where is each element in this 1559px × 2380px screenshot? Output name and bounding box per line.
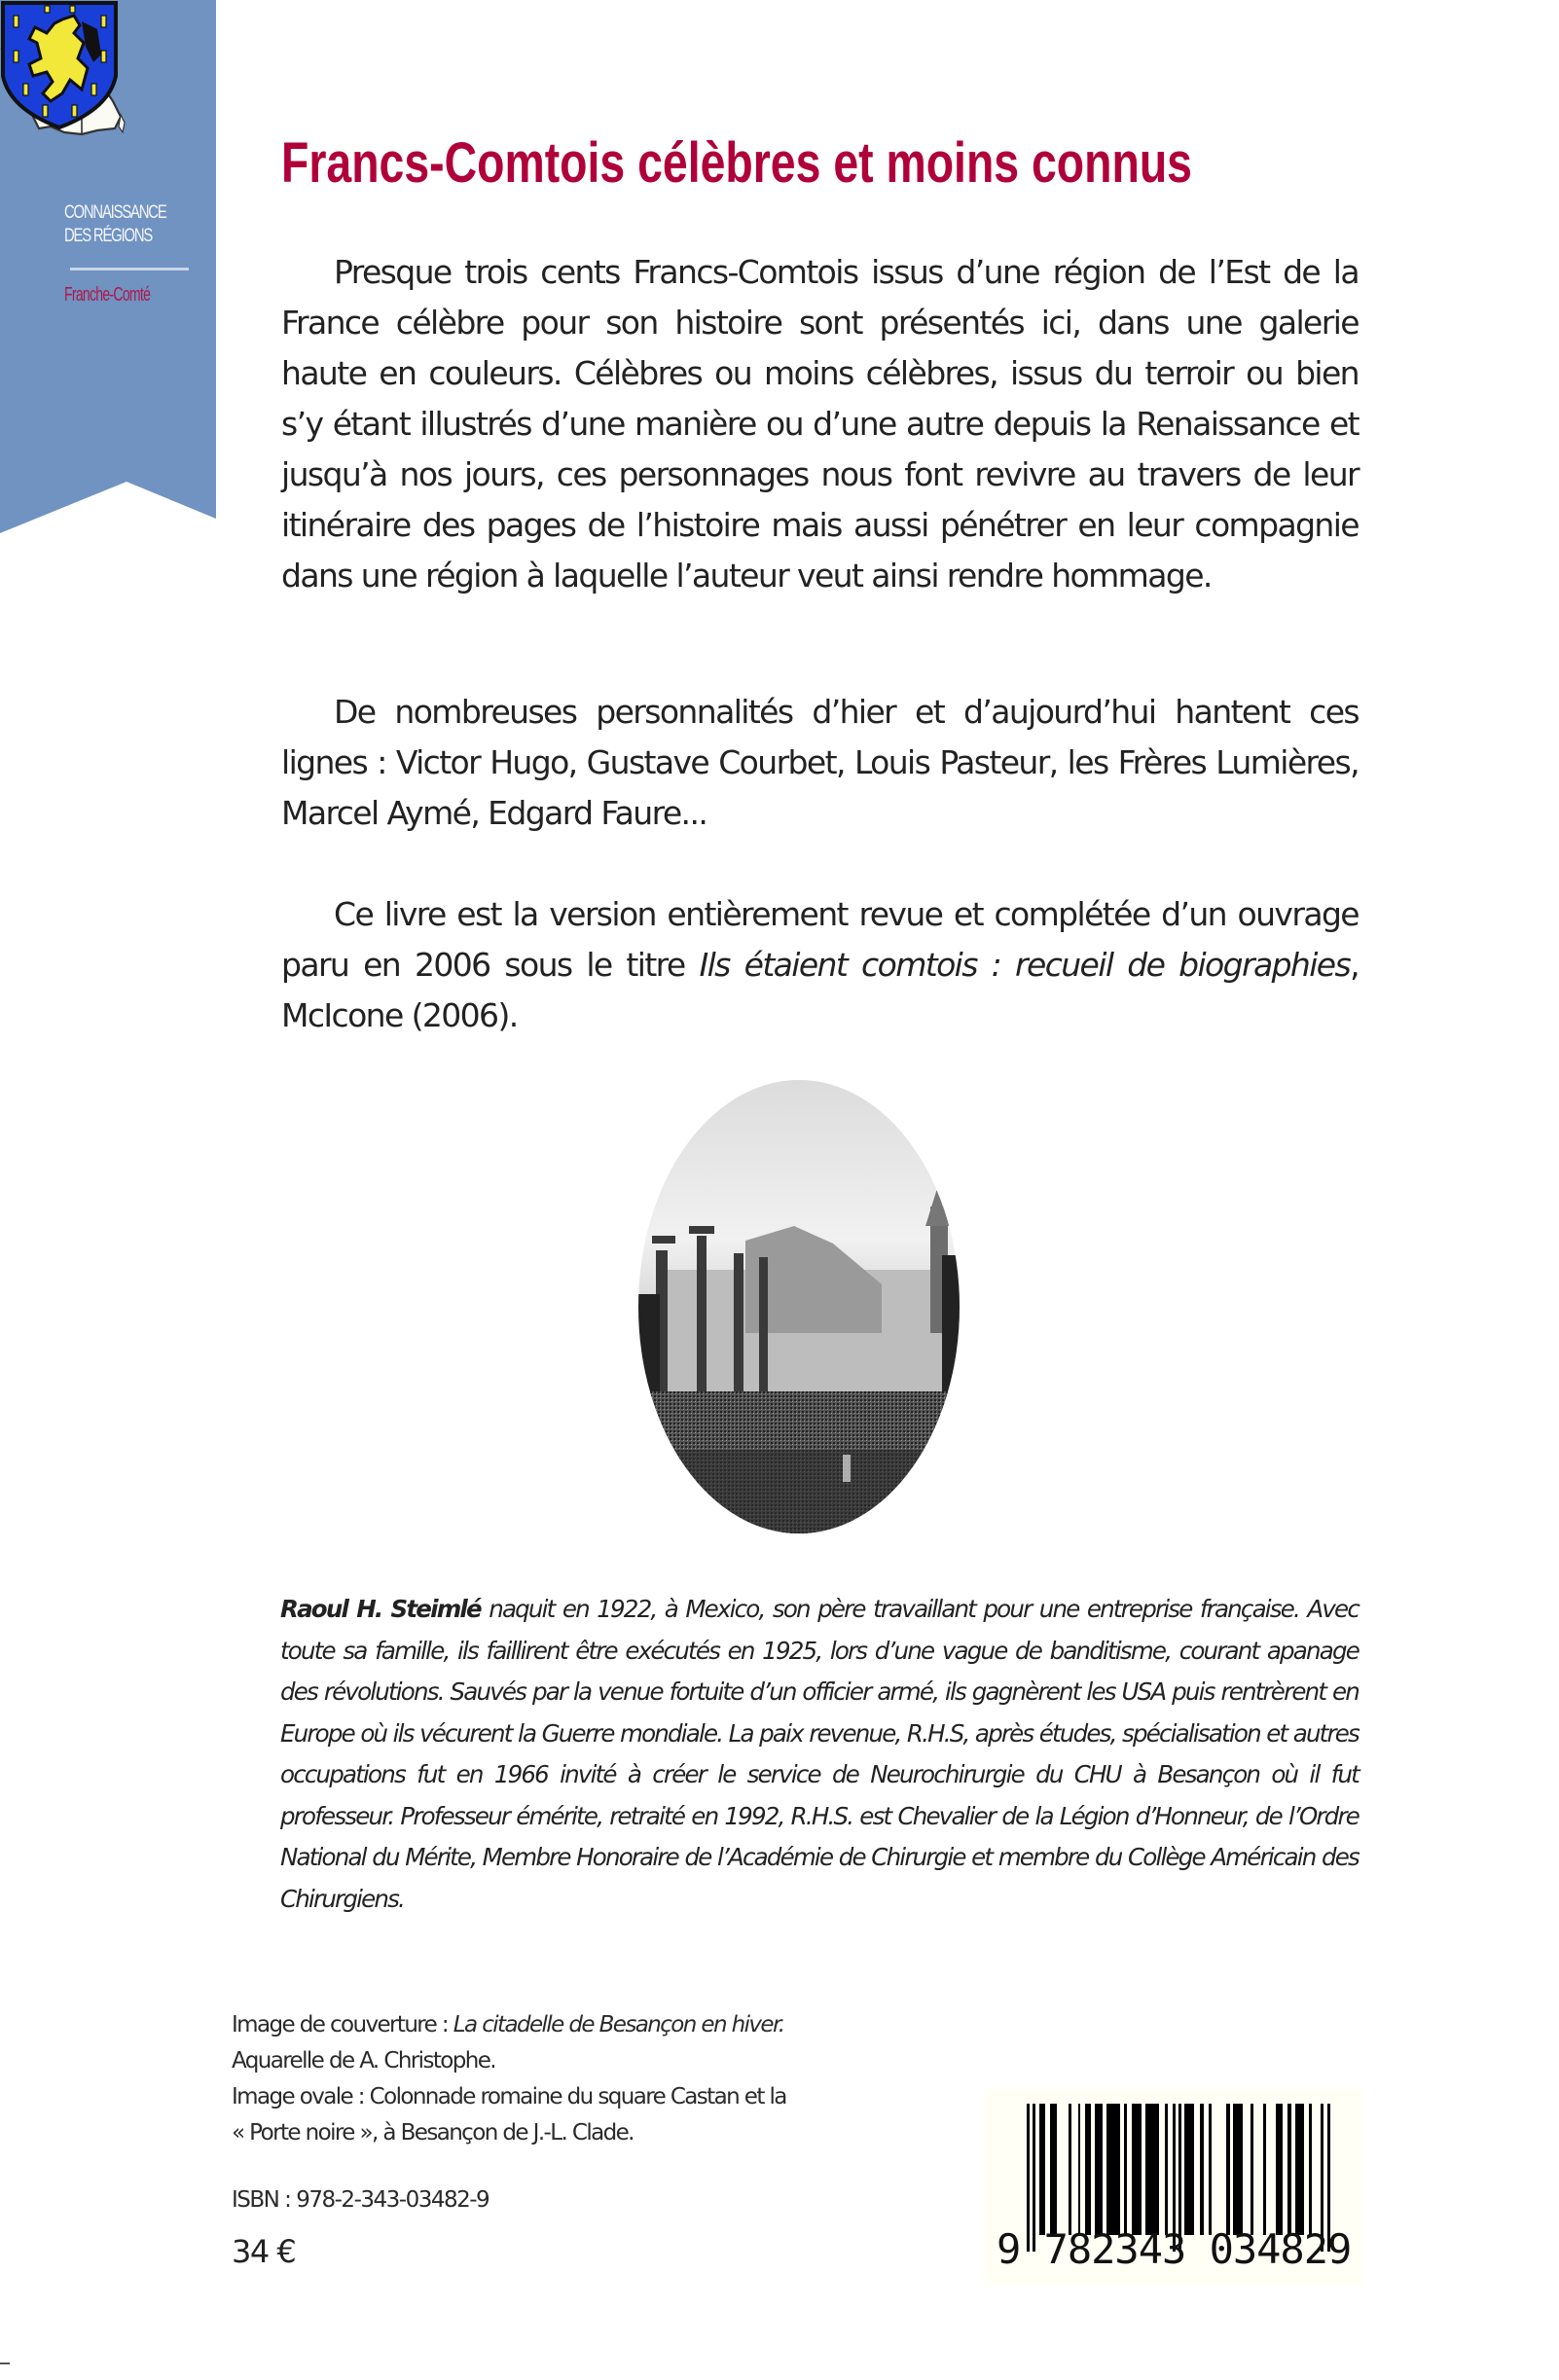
series-label-line-1: CONNAISSANCE (64, 202, 166, 223)
cover-credit-label: Image de couverture : (232, 2012, 453, 2037)
author-bio (280, 1589, 1359, 1920)
blurb-paragraph-1 (281, 247, 1359, 601)
engraving-illustration (638, 1080, 960, 1533)
cover-credit-line (232, 2007, 971, 2043)
cover-credit-title: La citadelle de Besançon en hiver. (453, 2012, 784, 2037)
series-label (64, 201, 166, 248)
barcode-digits: 9 782343 034829 (997, 2225, 1352, 2273)
blurb-text-2: De nombreuses personnalités d’hier et d’aujourd’hui hantent ces lignes : Victor Hugo, Gustave Courbet, Louis Pasteur, les Frères Lumières, Marcel Aymé, Edgard Faure... (281, 693, 1359, 832)
previous-title: Ils étaient comtois : recueil de biographies (699, 946, 1351, 984)
isbn: ISBN : 978-2-343-03482-9 (232, 2187, 489, 2213)
image-credits (232, 2007, 971, 2151)
blurb-text-3-end: , McIcone (2006). (281, 946, 1359, 1034)
region-label: Franche-Comté (64, 284, 151, 306)
oval-engraving-image (638, 1080, 960, 1533)
cover-credit-artist: Aquarelle de A. Christophe. (232, 2048, 495, 2073)
barcode (985, 2089, 1362, 2286)
author-bio-text: naquit en 1922, à Mexico, son père travaillant pour une entreprise française. Avec toute sa famille, ils faillirent être exécutés en 1925, lors d’une vague de banditisme, courant apanage des révolutions. Sauvés par la venue fortuite d’un officier armé, ils gagnèrent les USA puis rentrèrent en Europe où ils vécurent la Guerre mondiale. La paix revenue, R.H.S, après études, spécialisation et autres occupations fut en 1966 invité à créer le service de Neurochirurgie du CHU à Besançon où il fut professeur. Professeur émérite, retraité en 1992, R.H.S. est Chevalier de la Légion d’Honneur, de l’Ordre National du Mérite, Membre Honoraire de l’Académie de Chirurgie et membre du Collège Américain des Chirurgiens. (280, 1595, 1359, 1913)
author-name: Raoul H. Steimlé (280, 1595, 481, 1623)
series-label-line-2: DES RÉGIONS (64, 226, 153, 246)
blurb-paragraph-2 (281, 687, 1359, 839)
series-banner (0, 0, 216, 533)
blurb-paragraph-3 (281, 889, 1359, 1041)
blurb-text-1: Presque trois cents Francs-Comtois issus d’une région de l’Est de la France célèbre pour son histoire sont présentés ici, dans une galerie haute en couleurs. Célèbres ou moins célèbres, issus du terroir ou bien s’y étant illustrés d’une manière ou d’une autre depuis la Renaissance et jusqu’à nos jours, ces personnages nous font revivre au travers de leur itinéraire des pages de l’histoire mais aussi pénétrer en leur compagnie dans une région à laquelle l’auteur veut ainsi rendre hommage. (281, 253, 1359, 595)
divider (70, 268, 189, 270)
price: 34 € (232, 2233, 296, 2270)
oval-credit-line-1: Image ovale : Colonnade romaine du square Castan et la (232, 2084, 786, 2110)
book-title: Francs-Comtois célèbres et moins connus (281, 131, 1192, 195)
franche-comte-coat-of-arms-icon (0, 0, 119, 130)
blurb-text-3: Ce livre est la version entièrement revue et complétée d’un ouvrage paru en 2006 sous le titre (281, 895, 1359, 984)
oval-credit-line-2: « Porte noire », à Besançon de J.-L. Clade. (232, 2120, 634, 2146)
crop-mark-bottom (0, 2362, 10, 2364)
